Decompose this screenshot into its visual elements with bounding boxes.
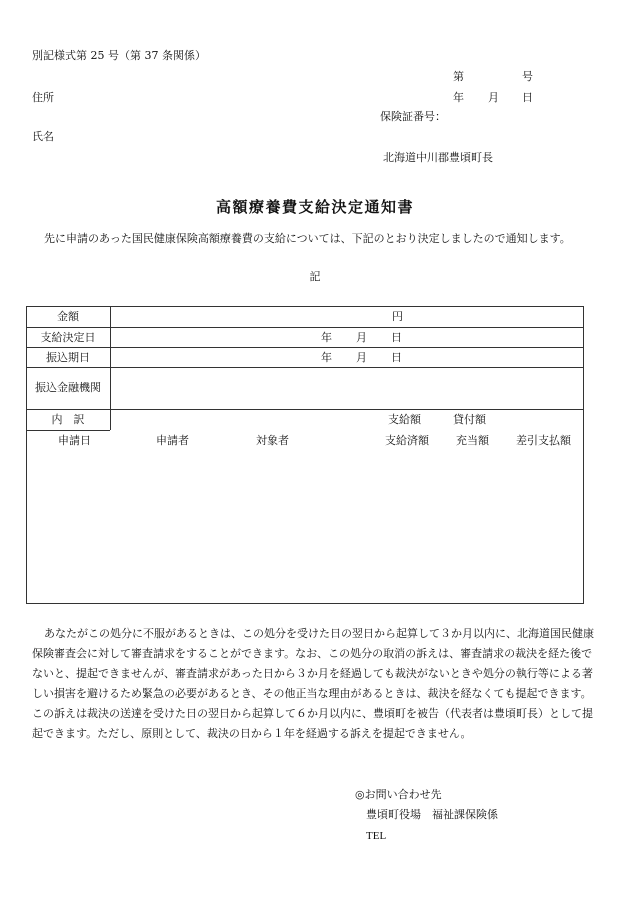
- contact-office: 豊頃町役場 福祉課保険係: [366, 808, 498, 821]
- appeal-notice-paragraph: あなたがこの処分に不服があるときは、この処分を受けた日の翌日から起算して３か月以内に、北海道国民健康保険審査会に対して審査請求をすることができます。なお、この処分の取消の訴えは、審査請求の裁決を経た後でないと、提起できませんが、審査請求があった日から３か月を経過しても裁決がないときや処分の執行等による著しい損害を避けるため緊急の必要があるとき、その他正当な理由があるときは、裁決を経なくても提起できます。: [32, 627, 594, 700]
- issuer: 北海道中川郡豊頃町長: [383, 151, 493, 164]
- column-application-date: 申請日: [58, 434, 91, 447]
- decision-date-label: 支給決定日: [40, 331, 96, 344]
- column-allocated-amount: 充当額: [456, 434, 489, 447]
- number-go: 号: [522, 70, 533, 83]
- column-net-payment: 差引支払額: [516, 434, 571, 447]
- amount-label: 金額: [57, 310, 79, 323]
- contact-tel-label: TEL: [366, 830, 387, 842]
- appeal-notice-paragraph: この訴えは裁決の送達を受けた日の翌日から起算して６か月以内に、豊頃町を被告（代表者は豊頃町長）として提起できます。ただし、原則として、裁決の日から１年を経過する訴えを提起できません。: [32, 707, 593, 740]
- number-dai: 第: [453, 70, 464, 83]
- decision-date-month: 月: [356, 331, 367, 344]
- column-applicant: 申請者: [156, 434, 189, 447]
- appeal-notice: [32, 624, 600, 744]
- table-divider: [26, 430, 110, 431]
- contact-heading: ◎お問い合わせ先: [355, 788, 442, 801]
- column-paid-amount: 支給済額: [385, 434, 429, 447]
- date-year: 年: [453, 91, 464, 104]
- date-month: 月: [488, 91, 499, 104]
- document-title: 高額療養費支給決定通知書: [215, 198, 414, 216]
- decision-date-year: 年: [321, 331, 332, 344]
- transfer-date-year: 年: [321, 351, 332, 364]
- breakdown-label: 内 訳: [51, 413, 85, 426]
- bank-label: 振込金融機関: [35, 381, 101, 394]
- payment-amount-label: 支給額: [388, 413, 421, 426]
- intro-text: 先に申請のあった国民健康保険高額療養費の支給については、下記のとおり決定しましたので通知します。: [44, 232, 571, 245]
- name-label: 氏名: [32, 130, 54, 143]
- table-column-divider: [110, 306, 111, 430]
- address-label: 住所: [32, 91, 54, 104]
- ki-label: 記: [309, 270, 321, 283]
- column-subject: 対象者: [256, 434, 289, 447]
- transfer-date-label: 振込期日: [46, 351, 90, 364]
- date-day: 日: [522, 91, 533, 104]
- form-label: 別記様式第 25 号（第 37 条関係）: [32, 49, 206, 62]
- loan-amount-label: 貸付額: [453, 413, 486, 426]
- transfer-date-month: 月: [356, 351, 367, 364]
- insurance-number-label: 保険証番号：: [380, 110, 446, 123]
- transfer-date-day: 日: [391, 351, 402, 364]
- decision-date-day: 日: [391, 331, 402, 344]
- amount-unit: 円: [392, 310, 403, 323]
